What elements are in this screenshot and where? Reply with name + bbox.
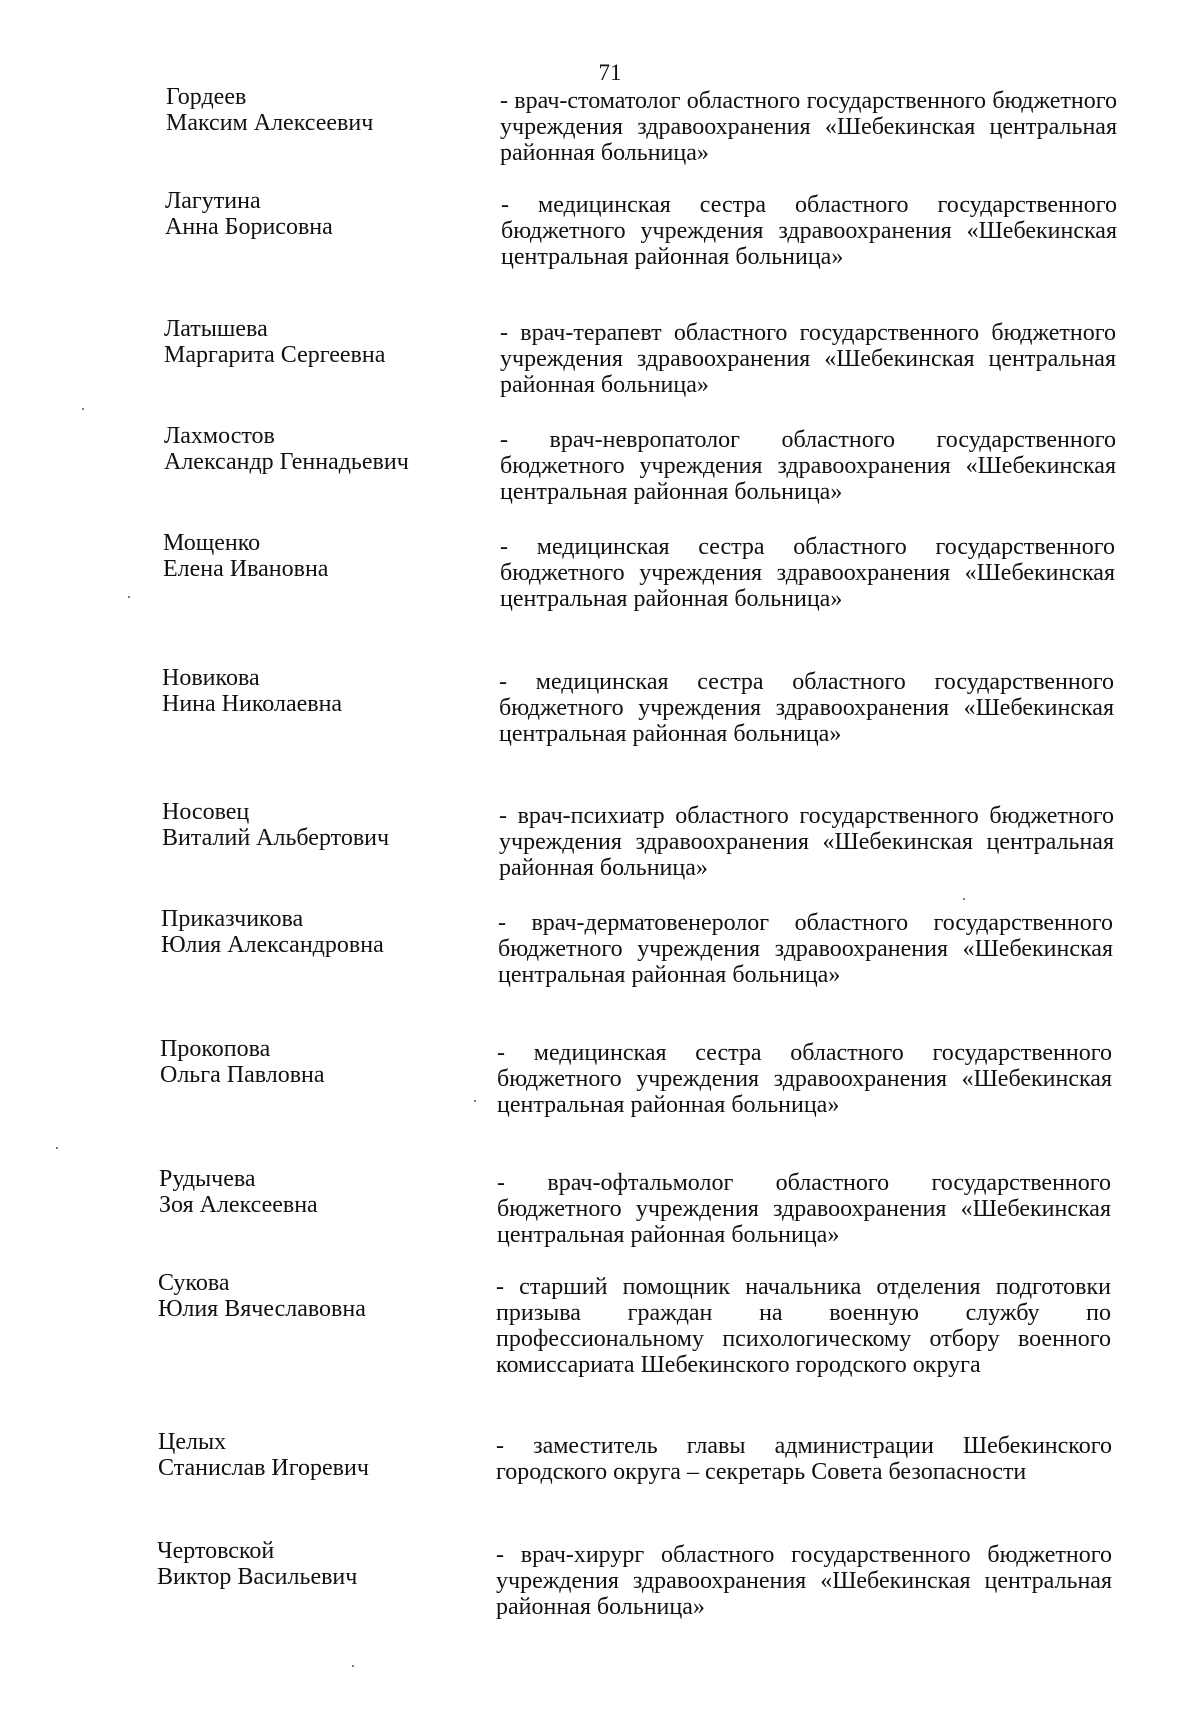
person-surname: Сукова: [158, 1270, 230, 1296]
person-position: - медицинская сестра областного государственного бюджетного учреждения здравоохранения «Шебекинская центральная районная больница»: [500, 534, 1115, 612]
person-surname: Прокопова: [160, 1036, 271, 1062]
person-name: [166, 84, 466, 136]
person-position: - медицинская сестра областного государственного бюджетного учреждения здравоохранения «Шебекинская центральная районная больница»: [501, 192, 1117, 270]
scan-speck: [128, 596, 130, 598]
person-position: - врач-стоматолог областного государственного бюджетного учреждения здравоохранения «Шебекинская центральная районная больница»: [500, 88, 1117, 166]
person-surname: Гордеев: [166, 84, 247, 110]
person-name: [162, 665, 462, 717]
scan-speck: [352, 1665, 354, 1667]
person-given-names: Зоя Алексеевна: [159, 1192, 318, 1218]
person-surname: Приказчикова: [161, 906, 304, 932]
person-surname: Носовец: [162, 799, 250, 825]
person-name: [159, 1166, 459, 1218]
person-position: - врач-психиатр областного государственного бюджетного учреждения здравоохранения «Шебекинская центральная районная больница»: [499, 803, 1114, 881]
person-position: - врач-терапевт областного государственного бюджетного учреждения здравоохранения «Шебекинская центральная районная больница»: [500, 320, 1116, 398]
person-name: [160, 1036, 460, 1088]
person-name: [157, 1538, 457, 1590]
person-given-names: Александр Геннадьевич: [164, 449, 409, 475]
person-given-names: Станислав Игоревич: [158, 1455, 369, 1481]
page-number: 71: [598, 60, 622, 85]
person-name: [158, 1270, 458, 1322]
person-given-names: Маргарита Сергеевна: [164, 342, 386, 368]
person-name: [162, 799, 462, 851]
scan-speck: [82, 408, 84, 410]
person-position: - врач-офтальмолог областного государственного бюджетного учреждения здравоохранения «Шебекинская центральная районная больница»: [497, 1170, 1111, 1248]
person-surname: Рудычева: [159, 1166, 256, 1192]
person-position: - медицинская сестра областного государственного бюджетного учреждения здравоохранения «Шебекинская центральная районная больница»: [499, 669, 1114, 747]
person-given-names: Максим Алексеевич: [166, 110, 374, 136]
person-surname: Латышева: [164, 316, 268, 342]
person-name: [161, 906, 461, 958]
person-name: [163, 530, 463, 582]
person-name: [165, 188, 465, 240]
person-position: - врач-дерматовенеролог областного государственного бюджетного учреждения здравоохранения «Шебекинская центральная районная больница»: [498, 910, 1113, 988]
person-position: - врач-невропатолог областного государственного бюджетного учреждения здравоохранения «Шебекинская центральная районная больница»: [500, 427, 1116, 505]
person-given-names: Юлия Александровна: [161, 932, 384, 958]
person-given-names: Виталий Альбертович: [162, 825, 390, 851]
person-surname: Лагутина: [165, 188, 261, 214]
person-given-names: Нина Николаевна: [162, 691, 343, 717]
scan-speck: [963, 898, 965, 900]
person-given-names: Анна Борисовна: [165, 214, 333, 240]
scan-speck: [474, 1100, 476, 1102]
person-given-names: Юлия Вячеславовна: [158, 1296, 366, 1322]
person-position: - заместитель главы администрации Шебекинского городского округа – секретарь Совета безопасности: [496, 1433, 1112, 1485]
person-surname: Целых: [158, 1429, 227, 1455]
person-given-names: Ольга Павловна: [160, 1062, 325, 1088]
person-name: [158, 1429, 458, 1481]
person-name: [164, 423, 464, 475]
person-surname: Мощенко: [163, 530, 261, 556]
person-given-names: Елена Ивановна: [163, 556, 329, 582]
person-given-names: Виктор Васильевич: [157, 1564, 358, 1590]
scan-speck: [56, 1147, 58, 1149]
person-name: [164, 316, 464, 368]
person-surname: Лахмостов: [164, 423, 275, 449]
person-surname: Новикова: [162, 665, 260, 691]
person-position: - медицинская сестра областного государственного бюджетного учреждения здравоохранения «Шебекинская центральная районная больница»: [497, 1040, 1112, 1118]
person-position: - врач-хирург областного государственного бюджетного учреждения здравоохранения «Шебекинская центральная районная больница»: [496, 1542, 1112, 1620]
person-surname: Чертовской: [157, 1538, 275, 1564]
person-position: - старший помощник начальника отделения подготовки призыва граждан на военную службу по профессиональному психологическому отбору военного комиссариата Шебекинского городского округа: [496, 1274, 1111, 1378]
